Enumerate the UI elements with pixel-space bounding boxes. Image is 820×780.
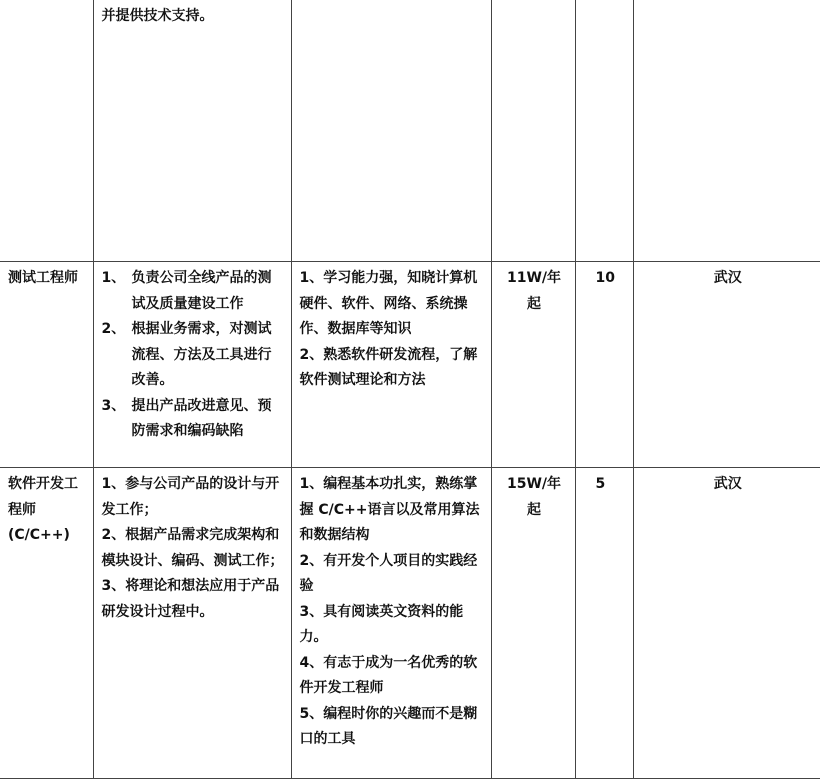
- salary-line: 15W/年: [506, 476, 562, 492]
- duty-item: 2、根据产品需求完成架构和模块设计、编码、测试工作；: [101, 527, 284, 569]
- requirements-cell: [291, 468, 491, 779]
- job-title-cell: [0, 0, 93, 262]
- duties-cell: [93, 262, 291, 468]
- location-cell: [633, 468, 820, 779]
- duty-number: 3、: [101, 397, 126, 414]
- headcount-cell: [575, 0, 633, 262]
- requirement-item: 2、熟悉软件研发流程，了解软件测试理论和方法: [299, 346, 478, 388]
- job-title-line: 测试工程师: [8, 270, 78, 286]
- requirement-item: 1、编程基本功扎实，熟练掌握 C/C++语言以及常用算法和数据结构: [299, 476, 480, 543]
- requirement-item: 3、具有阅读英文资料的能力。: [299, 603, 464, 645]
- requirements-cell: [291, 0, 491, 262]
- duty-number: 1、: [101, 270, 126, 286]
- job-title-cell: [0, 262, 93, 468]
- table-row: [0, 262, 820, 468]
- requirement-item: 1、学习能力强，知晓计算机硬件、软件、网络、系统操作、数据库等知识: [299, 270, 478, 337]
- duty-item: [102, 317, 285, 394]
- job-title-line: 软件开发工: [8, 476, 78, 492]
- duty-text: 负责公司全线产品的测试及质量建设工作: [131, 270, 272, 312]
- duty-text: 提出产品改进意见、预防需求和编码缺陷: [131, 397, 272, 439]
- table-row: [0, 0, 820, 262]
- salary-line: 起: [527, 501, 541, 518]
- duty-item: 并提供技术支持。: [101, 8, 214, 24]
- job-title-line: (C/C++): [8, 527, 70, 543]
- salary-line: 11W/年: [506, 270, 562, 286]
- salary-cell: [491, 0, 575, 262]
- job-title-cell: [0, 468, 93, 779]
- salary-line: 起: [527, 295, 541, 312]
- duty-text: 根据业务需求，对测试流程、方法及工具进行改善。: [131, 321, 272, 388]
- location-value: 武汉: [713, 270, 742, 286]
- job-title-line: 程师: [8, 501, 36, 518]
- duty-item: [102, 394, 285, 445]
- duty-item: 1、参与公司产品的设计与开发工作；: [101, 476, 280, 518]
- requirement-item: 2、有开发个人项目的实践经验: [299, 552, 478, 594]
- location-cell: [633, 262, 820, 468]
- headcount-value: 10: [595, 270, 615, 286]
- duties-cell: [93, 0, 291, 262]
- requirement-item: 5、编程时你的兴趣而不是糊口的工具: [299, 705, 478, 747]
- location-cell: [633, 0, 820, 262]
- duty-number: 2、: [101, 321, 126, 337]
- salary-cell: [491, 262, 575, 468]
- table-row: [0, 468, 820, 779]
- duties-cell: [93, 468, 291, 779]
- duty-item: 3、将理论和想法应用于产品研发设计过程中。: [101, 578, 280, 620]
- requirements-cell: [291, 262, 491, 468]
- location-value: 武汉: [713, 476, 742, 492]
- duty-item: [102, 266, 285, 317]
- headcount-cell: [575, 262, 633, 468]
- requirement-item: 4、有志于成为一名优秀的软件开发工程师: [299, 654, 478, 696]
- headcount-value: 5: [595, 476, 606, 492]
- salary-cell: [491, 468, 575, 779]
- headcount-cell: [575, 468, 633, 779]
